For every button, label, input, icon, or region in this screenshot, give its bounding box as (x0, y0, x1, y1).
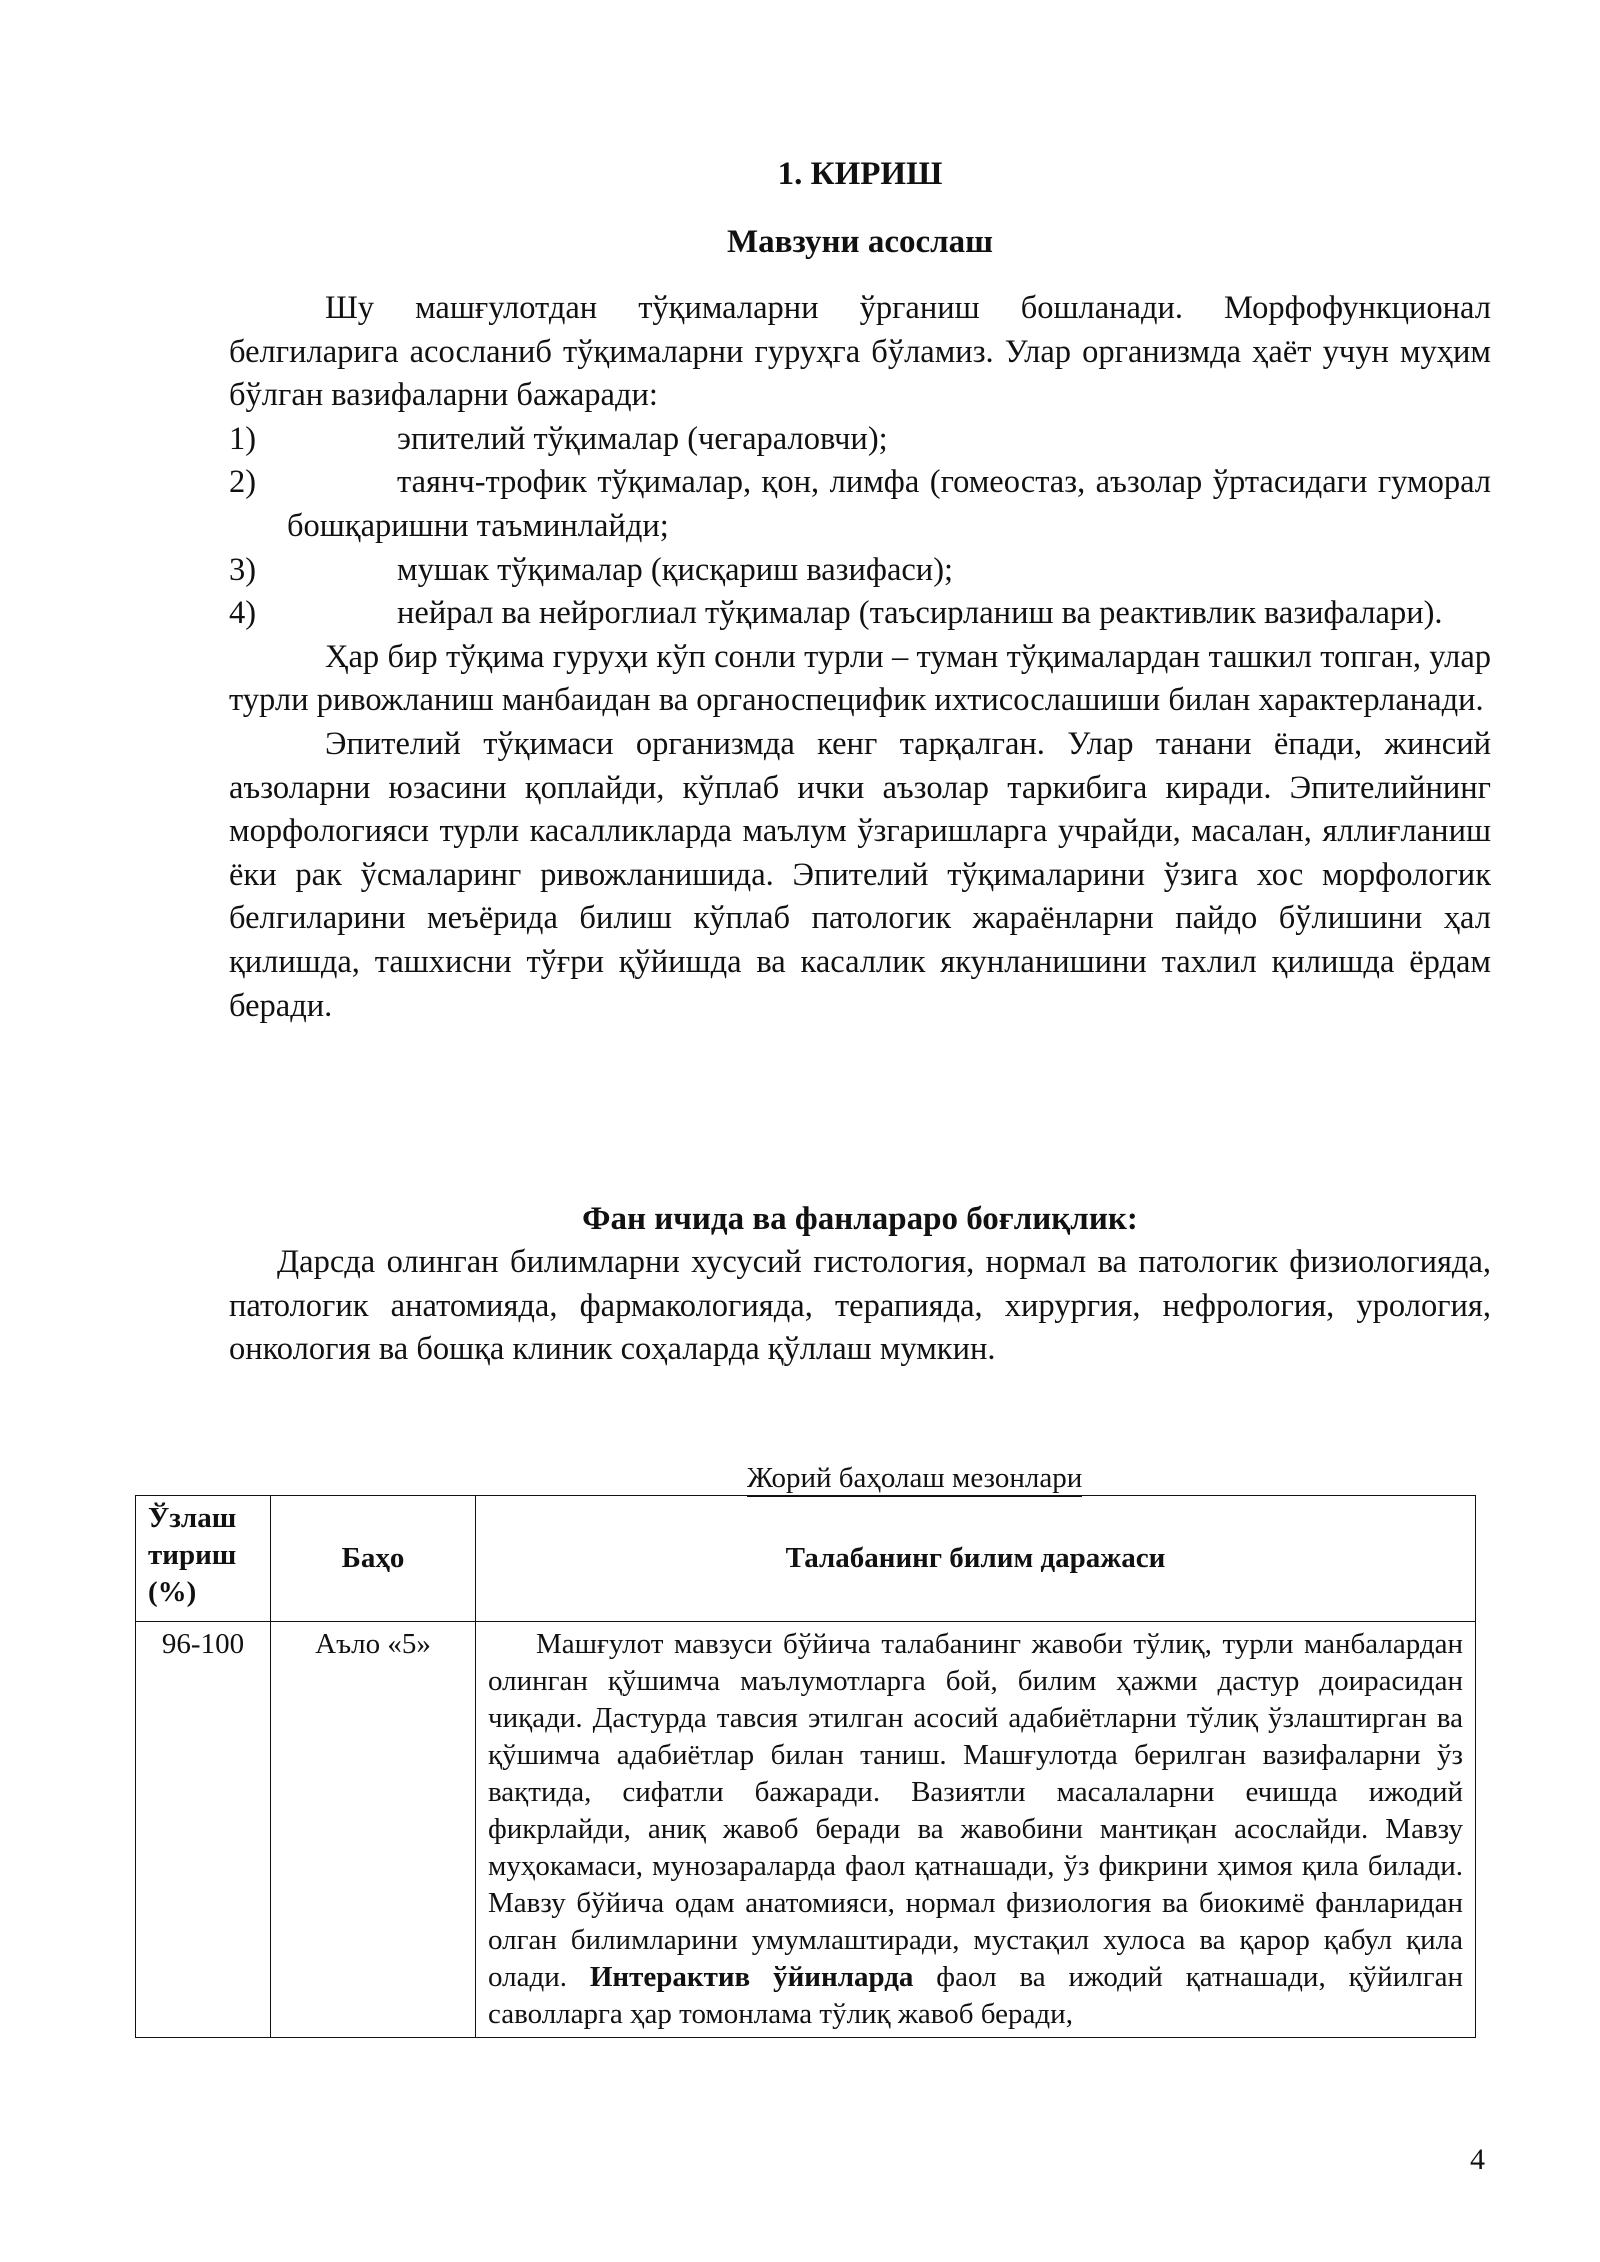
list-item (229, 418, 1491, 462)
paragraph-tissue-groups: Ҳар бир тўқима гуруҳи кўп сонли турли – туман тўқималардан ташкил топган, улар турли ривожланиш манбаидан ва органоспецифик ихтисослашиши билан характерланади. (229, 638, 1491, 719)
grading-table (135, 1495, 1476, 2038)
cell-grade: Аъло «5» (271, 1622, 476, 2038)
list-text: мушак тўқималар (қисқариш вазифаси); (397, 551, 954, 588)
subtitle: Мавзуни асослаш (727, 224, 993, 260)
interdisciplinary-section (229, 1241, 1491, 1372)
description-part: Машғулот мавзуси бўйича талабанинг жавоби тўлиқ, турли манбалардан олинган қўшимча маълумотларга бой, билим ҳажми дастур доирасидан чиқади. Дастурда тавсия этилган асосий адабиётларни тўлиқ ўзлаштирган ва қўшимча адабиётлар билан таниш. Машғулотда берилган вазифаларни ўз вақтида, сифатли бажаради. Вазиятли масалаларни ечишда ижодий фикрлайди, аниқ жавоб беради ва жавобини мантиқан асослайди. Мавзу муҳокамаси, мунозараларда фаол қатнашади, ўз фикрини ҳимоя қила билади. Мавзу бўйича одам анатомияси, нормал физиология ва биокимё фанларидан олган билимларини умумлаштиради, мустақил хулоса ва қарор қабул қила олади. (488, 1628, 1463, 1993)
list-number: 1) (229, 420, 257, 457)
list-number: 3) (229, 551, 257, 588)
intro-paragraph: Шу машғулотдан тўқималарни ўрганиш бошланади. Морфофункционал белгиларига асосланиб тўқималарни гуруҳга бўламиз. Улар организмда ҳаёт учун муҳим бўлган вазифаларни бажаради: (229, 290, 1491, 414)
list-text: таянч-трофик тўқималар, қон, лимфа (гомеостаз, аъзолар ўртасидаги гуморал бошқаришни таъминлайди; (287, 464, 1491, 544)
list-item (229, 461, 1491, 548)
description-text (488, 1626, 1463, 2033)
interdisciplinary-title: Фан ичида ва фанлараро боғлиқлик: (582, 1201, 1138, 1237)
description-part: фаол ва ижодий қатнашади, қўйилган саволларга ҳар томонлама тўлиқ жавоб беради, (488, 1961, 1463, 2030)
header-percent: Ўзлаш тириш (%) (136, 1496, 271, 1622)
table-header-row (136, 1496, 1476, 1622)
cell-percent: 96-100 (136, 1622, 271, 2038)
header-grade: Баҳо (271, 1496, 476, 1622)
list-number: 2) (229, 464, 257, 501)
list-item (229, 549, 1491, 593)
page-number: 4 (1470, 2143, 1485, 2176)
table-row (136, 1622, 1476, 2038)
list-item (229, 592, 1491, 636)
table-caption: Жорий баҳолаш мезонлари (747, 1460, 1082, 1497)
body-text (229, 287, 1491, 1028)
cell-description (476, 1622, 1476, 2038)
list-text: нейрал ва нейроглиал тўқималар (таъсирланиш ва реактивлик вазифалари). (397, 595, 1443, 632)
list-number: 4) (229, 595, 257, 632)
paragraph-epithelium: Эпителий тўқимаси организмда кенг тарқалган. Улар танани ёпади, жинсий аъзоларни юзасини қоплайди, кўплаб ички аъзолар таркибига киради. Эпителийнинг морфологияси турли касалликларда маълум ўзгаришларга учрайди, масалан, яллиғланиш ёки рак ўсмаларинг ривожланишида. Эпителий тўқималарини ўзига хос морфологик белгиларини меъёрида билиш кўплаб патологик жараёнларни пайдо бўлишини ҳал қилишда, ташхисни тўғри қўйишда ва касаллик якунланишини тахлил қилишда ёрдам беради. (229, 725, 1491, 1024)
section-title: 1. КИРИШ (777, 156, 943, 192)
description-bold: Интерактив ўйинларда (589, 1961, 914, 1993)
interdisciplinary-text: Дарсда олинган билимларни хусусий гистология, нормал ва патологик физиологияда, патологик анатомияда, фармакологияда, терапияда, хирургия, нефрология, урология, онкология ва бошқа клиник соҳаларда қўллаш мумкин. (229, 1244, 1491, 1368)
header-knowledge-level: Талабанинг билим даражаси (476, 1496, 1476, 1622)
list-text: эпителий тўқималар (чегараловчи); (397, 420, 888, 457)
